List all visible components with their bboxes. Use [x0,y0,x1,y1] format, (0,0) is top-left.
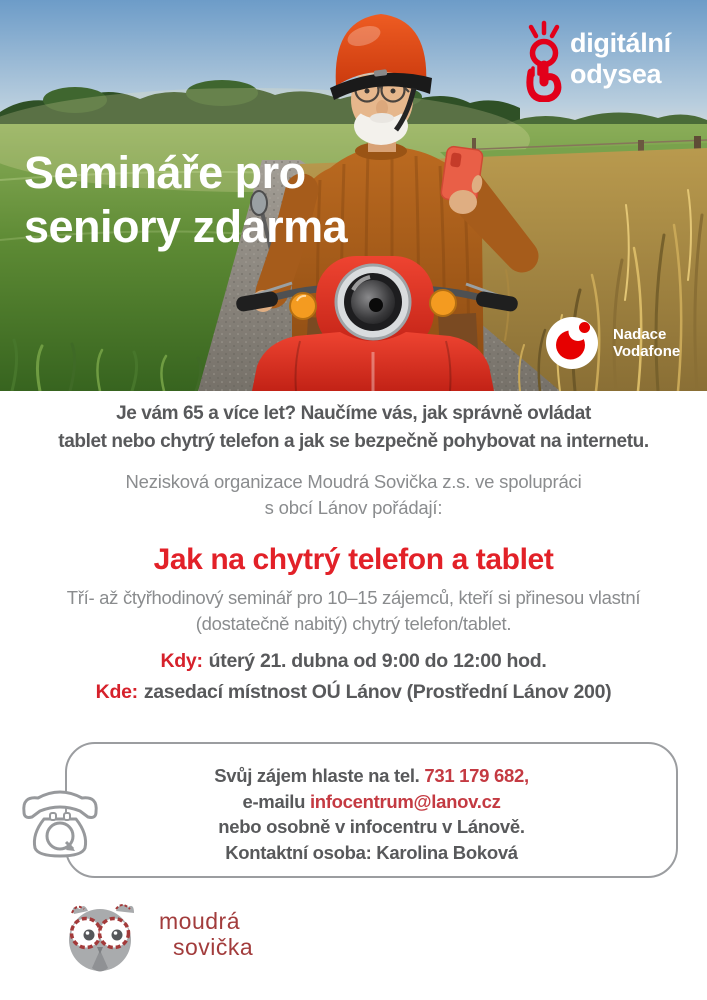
right-turn-signal [430,290,456,316]
contact-line2 [67,789,676,815]
organizer-text [0,469,707,521]
intro-text [0,400,707,456]
organizer-line1: Nezisková organizace Moudrá Sovička z.s. ve spolupráci [125,471,582,492]
digital-odysea-logo [524,20,671,102]
owl-icon [56,900,151,975]
digital-odysea-wordmark [570,28,671,102]
seminar-description [0,585,707,637]
nadace-vodafone-logo [545,316,680,370]
hand [449,190,477,214]
phone-number[interactable]: 731 179 682, [424,765,529,786]
nadace-vodafone-wordmark [613,326,680,360]
when-text: úterý 21. dubna od 9:00 do 12:00 hod. [208,650,547,672]
organizer-line2: s obcí Lánov pořádají: [264,497,443,518]
where-row [0,679,707,705]
contact-line4: Kontaktní osoba: Karolina Boková [225,841,518,863]
email-address[interactable]: infocentrum@lanov.cz [309,790,501,812]
vodafone-speechmark-icon [545,316,599,370]
contact-line3: nebo osobně v infocentru v Lánově. [218,816,525,837]
contact-line1-text: Svůj zájem hlaste na tel. [214,765,420,786]
intro-line1: Je vám 65 a více let? Naučíme vás, jak správně ovládat [116,403,591,424]
hero-photo [0,0,707,391]
seminar-description-line2: (dostatečně nabitý) chytrý telefon/tablet. [195,613,512,634]
intro-line2: tablet nebo chytrý telefon a jak se bezpečně pohybovat na internetu. [58,431,649,452]
where-label: Kde: [95,681,138,703]
moudra-sovicka-line2: sovička [173,934,254,960]
moudra-sovicka-logo [56,900,253,975]
touch-hand-rays-icon [524,20,564,102]
digital-odysea-line1: digitální [570,28,671,58]
seminar-description-line1: Tří- až čtyřhodinový seminář pro 10–15 zájemců, kteří si přinesou vlastní [66,587,641,608]
moudra-sovicka-line1: moudrá [159,908,240,934]
when-label: Kdy: [160,650,203,672]
nadace-vodafone-line1: Nadace [613,326,667,343]
seminar-title: Jak na chytrý telefon a tablet [153,543,554,576]
moudra-sovicka-wordmark [159,908,253,975]
nadace-vodafone-line2: Vodafone [613,343,681,360]
rotary-phone-icon [14,778,106,862]
hero-headline-line1: Semináře pro [24,147,306,198]
where-text: zasedací místnost OÚ Lánov (Prostřední Lánov 200) [143,681,612,703]
contact-line1 [67,763,676,789]
contact-box [65,742,678,878]
hero-headline-line2: seniory zdarma [24,201,348,252]
contact-line2-text: e-mailu [242,790,306,812]
digital-odysea-line2: odysea [570,59,662,89]
hero-headline [24,146,347,254]
headlight [336,265,410,339]
when-row [0,648,707,674]
